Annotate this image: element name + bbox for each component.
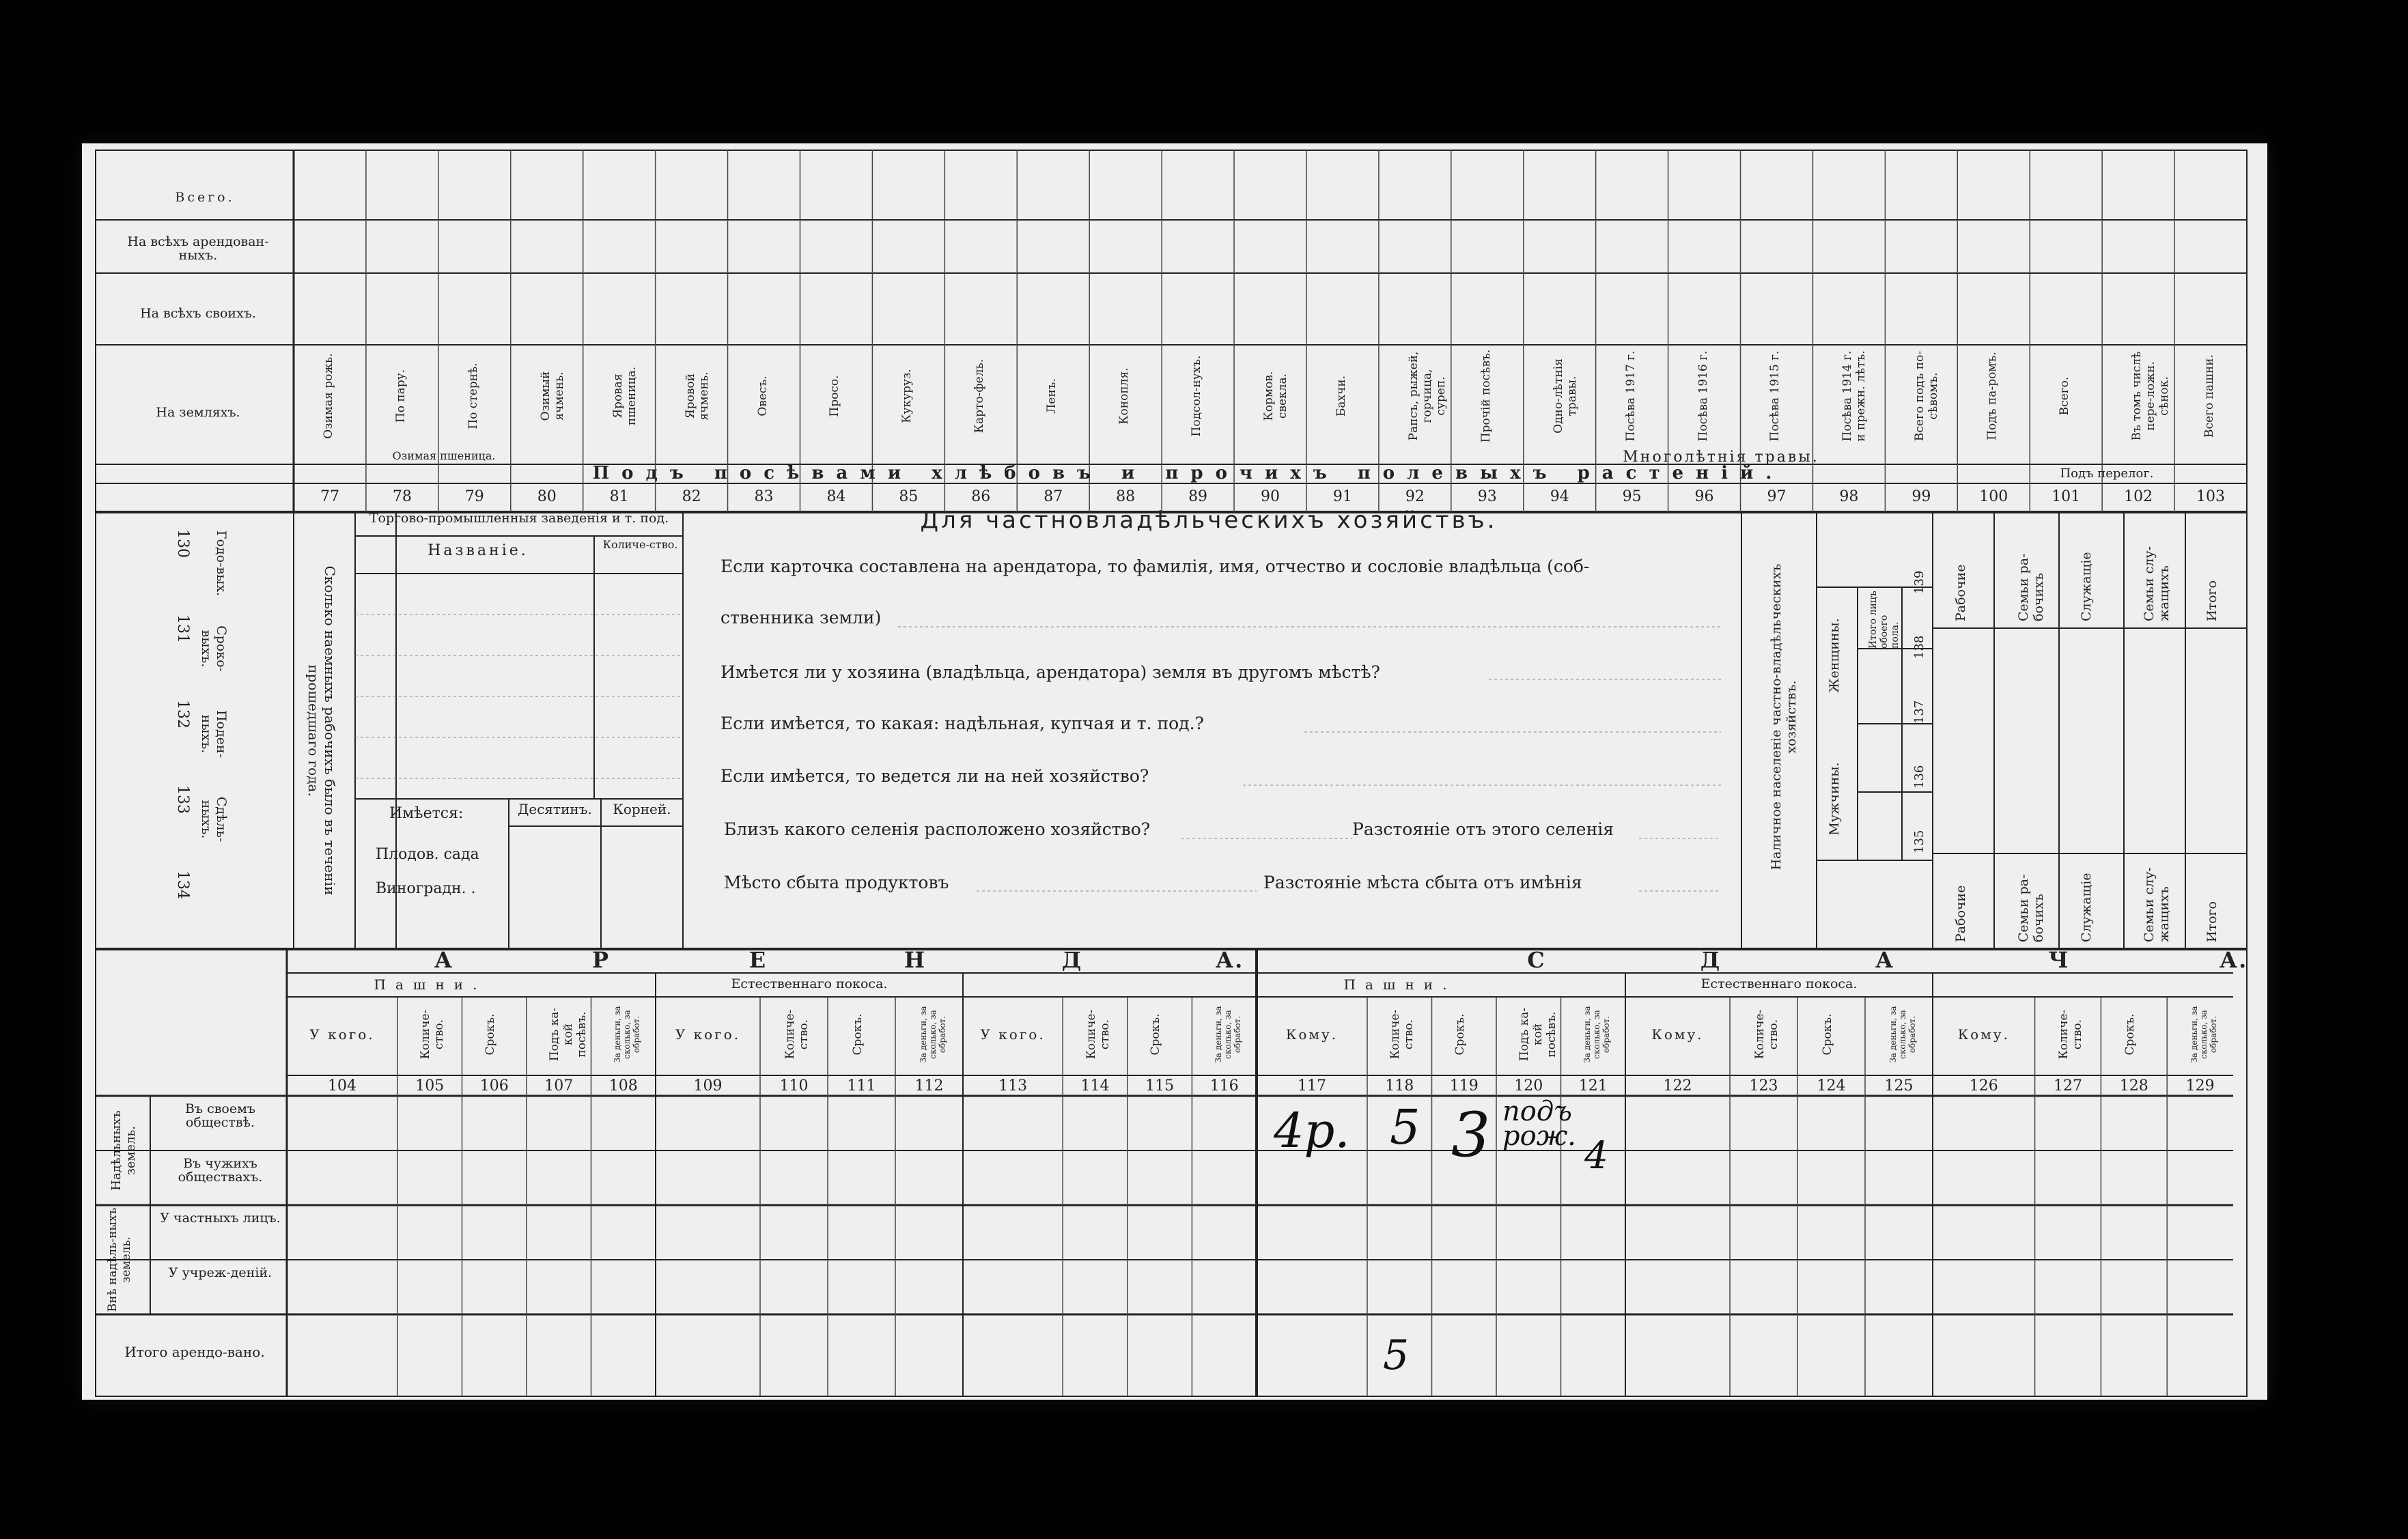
arenda-num-123: 123: [1749, 1077, 1778, 1095]
arenda-head-118: Количе-ство.: [1388, 1009, 1416, 1060]
sdacha-letter-3: Ч: [2048, 947, 2070, 973]
arenda-head-123: Количе-ство.: [1752, 1009, 1780, 1060]
crop-num-100: 100: [1979, 488, 2008, 505]
pop-col-bot-4: Итого: [2204, 901, 2220, 942]
crop-header-93: Прочій посѣвъ.: [1479, 349, 1493, 443]
imeetsya-label: Имѣется:: [389, 805, 464, 822]
pop-col-bot-1: Семьи ра-бочихъ: [2016, 874, 2046, 942]
crop-header-96: Посѣва 1916 г.: [1696, 350, 1710, 442]
crop-num-99: 99: [1912, 488, 1931, 505]
arenda-num-107: 107: [544, 1077, 574, 1095]
crop-header-91: Бахчи.: [1334, 375, 1348, 417]
arenda-num-117: 117: [1298, 1077, 1326, 1095]
crop-header-87: Ленъ.: [1045, 378, 1059, 414]
crop-num-77: 77: [320, 488, 339, 505]
row-u-uchrezhdeniy: У учреж-деній.: [168, 1265, 272, 1280]
arenda-num-108: 108: [608, 1077, 638, 1095]
crop-num-89: 89: [1188, 488, 1208, 505]
arenda-head-121: За деньги, за сколько, за обработ.: [1582, 1006, 1611, 1063]
row-v-chuzhikh: Въ чужихъ обществахъ.: [178, 1156, 263, 1185]
crop-num-80: 80: [537, 488, 557, 505]
crop-header-97: Посѣва 1915 г.: [1768, 350, 1782, 442]
desyatin-header: Десятинъ.: [518, 801, 592, 817]
arenda-num-116: 116: [1209, 1077, 1239, 1095]
question-2: Имѣется ли у хозяина (владѣльца, арендатора) земля въ другомъ мѣстѣ?: [720, 662, 1380, 682]
row-label-vsego: Всего.: [175, 190, 235, 205]
arenda-head-116: За деньги, за сколько, за обработ.: [1213, 1006, 1242, 1063]
worker-num-134: 134: [174, 871, 191, 899]
plodov-sada-label: Плодов. сада: [376, 846, 479, 863]
arenda-num-105: 105: [415, 1077, 445, 1095]
crop-header-101: Всего.: [2058, 376, 2072, 416]
nazvanie-header: Названіе.: [428, 542, 529, 559]
pop-num-137: 137: [1912, 700, 1927, 724]
pashni-label-0: Пашни.: [374, 976, 487, 993]
pod-posevami-banner: Подъ посѣвами хлѣбовъ и прочихъ полевыхъ растеній.: [592, 463, 1784, 483]
arenda-num-104: 104: [328, 1077, 356, 1095]
crop-num-92: 92: [1405, 488, 1425, 505]
crop-header-85: Кукуруз.: [900, 369, 914, 423]
arenda-head-128: Срокъ.: [2123, 1013, 2137, 1056]
vne-nadelnykh-group-label: Внѣ надѣль-ныхъ земель.: [106, 1207, 133, 1312]
pop-col-top-2: Служащіе: [2079, 552, 2094, 621]
question-6b: Разстояніе мѣста сбыта отъ имѣнія: [1263, 873, 1582, 892]
question-1b: ственника земли): [720, 608, 882, 627]
arenda-head-125: За деньги, за сколько, за обработ.: [1888, 1006, 1917, 1063]
arenda-num-119: 119: [1449, 1077, 1479, 1095]
question-3: Если имѣется, то какая: надѣльная, купчая и т. под.?: [720, 714, 1204, 733]
arenda-head-110: Количе-ство.: [783, 1009, 811, 1060]
arenda-letter-5: А.: [1216, 947, 1244, 973]
handwritten-pod-posev: подъ рож.: [1502, 1096, 1576, 1152]
arenda-head-104: У кого.: [309, 1026, 375, 1043]
arenda-num-126: 126: [1969, 1077, 1998, 1095]
pop-col-bot-0: Рабочие: [1953, 885, 1968, 942]
crop-num-85: 85: [899, 488, 919, 505]
arenda-head-120: Подъ ка-кой посѣвъ.: [1517, 1007, 1559, 1062]
sdacha-letter-1: Д: [1700, 947, 1722, 973]
arenda-num-129: 129: [2185, 1077, 2215, 1095]
census-card: [82, 143, 2267, 1400]
handwritten-itogo: 5: [1383, 1331, 1410, 1379]
crop-num-90: 90: [1261, 488, 1280, 505]
crop-header-95: Посѣва 1917 г.: [1623, 350, 1638, 442]
kolichestvo-header: Количе-ство.: [602, 538, 678, 551]
arenda-head-115: Срокъ.: [1149, 1013, 1163, 1056]
pashni-label-3: Пашни.: [1343, 976, 1457, 993]
arenda-num-120: 120: [1514, 1077, 1543, 1095]
arenda-num-109: 109: [693, 1077, 723, 1095]
mnogoletnie-label: Многолѣтнія травы.: [1623, 449, 1819, 466]
arenda-num-113: 113: [998, 1077, 1028, 1095]
arenda-num-122: 122: [1663, 1077, 1692, 1095]
pop-num-139: 139: [1912, 570, 1927, 594]
ozimaya-pshenitsa-label: Озимая пшеница.: [392, 449, 496, 462]
arenda-letter-0: А: [434, 947, 454, 973]
pop-col-top-0: Рабочие: [1953, 564, 1968, 621]
question-1a: Если карточка составлена на арендатора, то фамилія, имя, отчество и сословіе владѣльца (соб-: [720, 556, 1590, 576]
pop-col-top-1: Семьи ра-бочихъ: [2016, 553, 2046, 621]
handwritten-kolichestvo: 5: [1390, 1099, 1420, 1155]
arenda-num-111: 111: [847, 1077, 876, 1095]
crop-header-98: Посѣва 1914 г. и прежн. лѣтъ.: [1840, 350, 1868, 442]
arenda-head-112: За деньги, за сколько, за обработ.: [918, 1006, 947, 1063]
arenda-num-112: 112: [914, 1077, 944, 1095]
arenda-head-127: Количе-ство.: [2057, 1009, 2084, 1060]
sdacha-letter-0: С: [1527, 947, 1546, 973]
arenda-head-111: Срокъ.: [850, 1013, 865, 1056]
crop-num-88: 88: [1116, 488, 1136, 505]
arenda-head-124: Срокъ.: [1820, 1013, 1834, 1056]
crop-num-103: 103: [2196, 488, 2226, 505]
population-title: Наличное населеніе частно-владѣльческихъ хозяйствъ.: [1769, 563, 1799, 871]
worker-label-130: Годо-вых.: [214, 530, 229, 597]
sdacha-letter-4: А.: [2220, 947, 2248, 973]
crop-num-79: 79: [464, 488, 484, 505]
muzhchiny-label: Мужчины.: [1827, 762, 1842, 836]
crop-num-78: 78: [392, 488, 412, 505]
handwritten-srok: 3: [1451, 1099, 1491, 1171]
crop-num-101: 101: [2052, 488, 2081, 505]
row-label-na-zemlyakh: На земляхъ.: [156, 405, 240, 420]
arenda-head-107: Подъ ка-кой посѣвъ.: [548, 1007, 589, 1062]
zhenshchiny-label: Женщины.: [1827, 618, 1842, 693]
pod-perelog-label: Подъ перелог.: [2060, 466, 2154, 481]
crop-header-78: По пару.: [393, 369, 408, 423]
crop-header-83: Овесъ.: [755, 376, 770, 416]
pop-col-bot-3: Семьи слу-жащихъ: [2142, 867, 2172, 942]
arenda-head-108: За деньги, за сколько, за обработ.: [612, 1006, 641, 1063]
arenda-head-119: Срокъ.: [1453, 1013, 1467, 1056]
crop-header-84: Просо.: [828, 375, 842, 417]
arenda-letter-2: Е: [748, 947, 768, 973]
pop-col-bot-2: Служащіе: [2079, 873, 2094, 942]
nadelnykh-group-label: Надѣльныхъ земель.: [109, 1110, 138, 1191]
arenda-num-128: 128: [2119, 1077, 2148, 1095]
pokosa-label-4: Естественнаго покоса.: [1700, 976, 1858, 991]
crop-header-89: Подсол-нухъ.: [1190, 355, 1204, 437]
arenda-letter-1: Р: [591, 947, 611, 973]
crop-num-98: 98: [1839, 488, 1859, 505]
arenda-head-114: Количе-ство.: [1084, 1009, 1112, 1060]
handwritten-za-dengi: 4: [1584, 1133, 1608, 1177]
handwritten-komu: 4р.: [1274, 1103, 1350, 1159]
arenda-num-114: 114: [1080, 1077, 1110, 1095]
crop-header-102: Въ томъ числѣ пере-ложн. сѣнок.: [2130, 351, 2172, 441]
crop-num-93: 93: [1477, 488, 1497, 505]
row-label-svoikh: На всѣхъ своихъ.: [140, 306, 256, 321]
crop-header-90: Кормов. свекла.: [1262, 371, 1289, 421]
crop-header-92: Рапсъ, рыжей, горчица, суреп.: [1406, 351, 1448, 441]
pop-num-136: 136: [1912, 765, 1927, 789]
pop-col-top-3: Семьи слу-жащихъ: [2142, 546, 2172, 621]
arenda-head-109: У кого.: [675, 1026, 741, 1043]
private-section-title: Для частновладѣльческихъ хозяйствъ.: [920, 507, 1498, 534]
crop-num-96: 96: [1694, 488, 1714, 505]
crop-header-94: Одно-лѣтнія травы.: [1551, 358, 1579, 434]
arenda-head-113: У кого.: [980, 1026, 1046, 1043]
row-v-svoem: Въ своемъ обществѣ.: [185, 1101, 255, 1130]
torgovo-title: Торгово-промышленныя заведенія и т. под.: [369, 511, 669, 526]
worker-label-132: Поден-ныхъ.: [199, 709, 229, 759]
crop-num-97: 97: [1767, 488, 1787, 505]
naemnykh-rabochikh-label: Сколько наемныхъ рабочихъ было въ теченіи прошедшаго года.: [305, 565, 338, 896]
crop-header-77: Озимая рожь.: [321, 353, 335, 439]
worker-label-131: Сроко-выхъ.: [199, 625, 229, 672]
crop-num-94: 94: [1550, 488, 1569, 505]
row-u-chastnykh: У частныхъ лицъ.: [160, 1211, 281, 1226]
worker-num-132: 132: [174, 700, 191, 729]
crop-num-82: 82: [682, 488, 701, 505]
crop-num-81: 81: [609, 488, 629, 505]
arenda-head-106: Срокъ.: [483, 1013, 497, 1056]
crop-header-82: Яровой ячмень.: [683, 371, 711, 421]
worker-num-130: 130: [174, 529, 191, 558]
row-label-arendovannykh: На всѣхъ арендован-ныхъ.: [127, 234, 269, 263]
pop-num-138: 138: [1912, 635, 1927, 659]
pop-itogo-label: Итого лицъ обоего пола.: [1868, 591, 1901, 649]
worker-num-133: 133: [174, 785, 191, 814]
pokosa-label-1: Естественнаго покоса.: [731, 976, 888, 991]
crop-header-81: Яровая пшеница.: [611, 366, 639, 426]
arenda-num-125: 125: [1884, 1077, 1914, 1095]
arenda-head-129: За деньги, за сколько, за обработ.: [2189, 1006, 2218, 1063]
arenda-num-124: 124: [1817, 1077, 1846, 1095]
crop-num-95: 95: [1622, 488, 1642, 505]
crop-header-86: Карто-фель.: [972, 358, 987, 434]
crop-header-88: Конопля.: [1117, 367, 1132, 425]
arenda-head-122: Кому.: [1651, 1026, 1704, 1043]
question-6a: Мѣсто сбыта продуктовъ: [724, 873, 949, 892]
arenda-letter-3: Н: [904, 947, 927, 973]
arenda-num-118: 118: [1385, 1077, 1414, 1095]
crop-num-102: 102: [2124, 488, 2153, 505]
crop-header-79: По стернѣ.: [466, 363, 480, 429]
crop-num-83: 83: [754, 488, 774, 505]
worker-label-133: Сдѣль-ныхъ.: [199, 796, 229, 843]
arenda-num-127: 127: [2054, 1077, 2082, 1095]
question-5b: Разстояніе отъ этого селенія: [1352, 819, 1614, 839]
arenda-head-105: Количе-ство.: [419, 1009, 447, 1060]
arenda-num-121: 121: [1578, 1077, 1608, 1095]
crop-num-87: 87: [1044, 488, 1063, 505]
crop-num-91: 91: [1332, 488, 1352, 505]
crop-header-99: Всего подъ по-сѣвомъ.: [1913, 350, 1941, 442]
worker-num-131: 131: [174, 615, 191, 643]
arenda-head-126: Кому.: [1957, 1026, 2010, 1043]
arenda-head-117: Кому.: [1285, 1026, 1339, 1043]
pop-col-top-4: Итого: [2204, 580, 2220, 621]
arenda-num-106: 106: [479, 1077, 509, 1095]
arenda-letter-4: Д: [1061, 947, 1083, 973]
question-5a: Близъ какого селенія расположено хозяйство?: [724, 819, 1151, 839]
form-grid-lines: [82, 143, 2267, 1400]
itogo-arendovano: Итого арендо-вано.: [124, 1344, 265, 1360]
crop-num-86: 86: [971, 488, 991, 505]
crop-header-100: Подъ па-ромъ.: [1985, 352, 2000, 440]
korney-header: Корней.: [613, 801, 671, 817]
arenda-num-110: 110: [779, 1077, 809, 1095]
pop-num-135: 135: [1912, 830, 1927, 853]
sdacha-letter-2: А: [1875, 947, 1895, 973]
crop-header-103: Всего пашни.: [2202, 354, 2217, 438]
question-4: Если имѣется, то ведется ли на ней хозяйство?: [720, 766, 1149, 786]
vinogradn-label: Виноградн. .: [376, 880, 476, 897]
crop-header-80: Озимый ячмень.: [538, 371, 566, 421]
arenda-num-115: 115: [1145, 1077, 1175, 1095]
crop-num-84: 84: [826, 488, 846, 505]
